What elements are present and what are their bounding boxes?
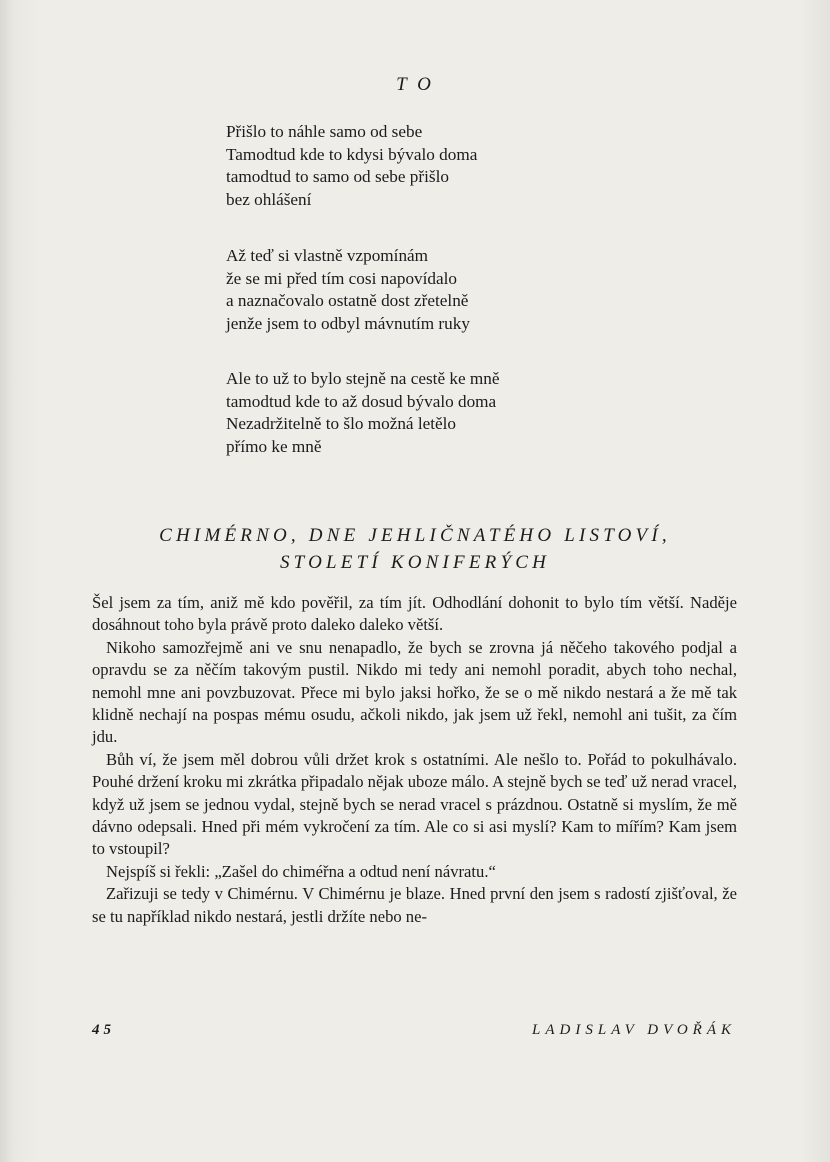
author-name: LADISLAV DVOŘÁK: [532, 1022, 736, 1038]
poem-line: bez ohlášení: [226, 189, 312, 209]
essay-paragraph: Nikoho samozřejmě ani ve snu nenapadlo, že bych se zrovna já něčeho takového podjal a opravdu se za něčím takovým pustil. Nikdo mi tedy ani nemohl poradit, abych toho nechal, nemohl mne ani povzbuzovat. Přece mi bylo jaksi hořko, že se o mě nikdo nestará a že mě tak klidně nechají na pospas mému osudu, ačkoli nikdo, jak jsem už řekl, nemohl ani tušit, za čím jdu.: [92, 637, 737, 747]
page-number: 45: [92, 1022, 115, 1038]
essay-body: [92, 592, 737, 928]
poem-line: přímo ke mně: [226, 436, 322, 456]
poem-line: tamodtud kde to až dosud bývalo doma: [226, 391, 497, 411]
essay-title: [0, 522, 830, 576]
poem-line: a naznačovalo ostatně dost zřetelně: [226, 291, 469, 310]
essay-title-line-2: STOLETÍ KONIFERÝCH: [279, 552, 551, 573]
poem-line: Až teď si vlastně vzpomínám: [226, 246, 429, 265]
poem-line: Tamodtud kde to kdysi bývalo doma: [226, 144, 478, 164]
essay-paragraph: Nejspíš si řekli: „Zašel do chiméřna a odtud není návratu.“: [106, 861, 496, 881]
poem-stanza-2: [226, 245, 470, 335]
poem-line: jenže jsem to odbyl mávnutím ruky: [226, 313, 470, 333]
essay-paragraph: Zařizuji se tedy v Chimérnu. V Chimérnu je blaze. Hned první den jsem s radostí zjišťoval, že se tu například nikdo nestará, jestli držíte nebo ne-: [92, 884, 737, 926]
poem-line: Ale to už to bylo stejně na cestě ke mně: [226, 369, 500, 388]
poem-line: tamodtud to samo od sebe přišlo: [226, 167, 449, 186]
essay-title-line-1: CHIMÉRNO, DNE JEHLIČNATÉHO LISTOVÍ,: [159, 525, 671, 546]
essay-paragraph: Šel jsem za tím, aniž mě kdo pověřil, za tím jít. Odhodlání dohonit to bylo tím větší. Naděje dosáhnout toho byla právě proto daleko daleko větší.: [92, 593, 737, 635]
poem-stanza-3: [226, 368, 499, 458]
poem-line: Přišlo to náhle samo od sebe: [226, 122, 423, 141]
essay-paragraph: Bůh ví, že jsem měl dobrou vůli držet krok s ostatními. Ale nešlo to. Pořád to pokulhávalo. Pouhé držení kroku mi zkrátka připadalo nějak uboze málo. A stejně bych se teď už nerad vracel, když už jsem se jednou vydal, stejně bych se nerad vracel s prázdnou. Ostatně si myslím, že mě dávno odepsali. Hned při mém vykročení za tím. Ale co si asi myslí? Kam to mířím? Kam jsem to vstoupil?: [92, 749, 737, 859]
poem-stanza-1: [226, 121, 477, 211]
poem-title: T O: [396, 74, 434, 95]
poem-line: Nezadržitelně to šlo možná letělo: [226, 414, 457, 433]
poem-line: že se mi před tím cosi napovídalo: [226, 268, 458, 288]
